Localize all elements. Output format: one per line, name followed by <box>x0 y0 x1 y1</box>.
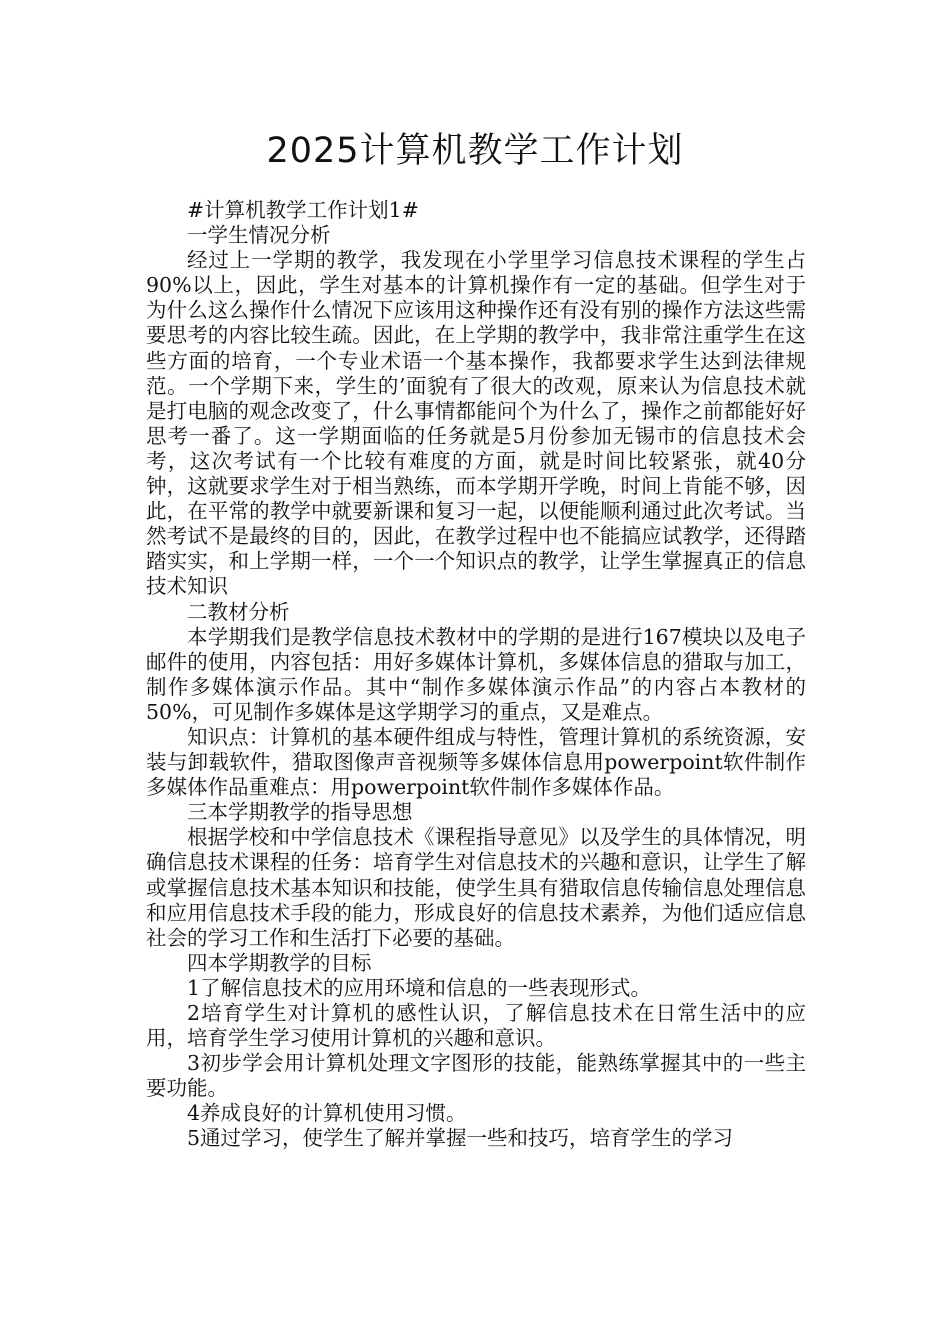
paragraph-guiding-thought: 根据学校和中学信息技术《课程指导意见》以及学生的具体情况，明确信息技术课程的任务：培育学生对信息技术的兴趣和意识，让学生了解或掌握信息技术基本知识和技能，使学生具有猎取信息传输信息处理信息和应用信息技术手段的能力，形成良好的信息技术素养，为他们适应信息社会的学习工作和生活打下必要的基础。 <box>146 825 806 950</box>
goal-item-1: 1了解信息技术的应用环境和信息的一些表现形式。 <box>187 975 652 1000</box>
goal-item-2: 2培育学生对计算机的感性认识，了解信息技术在日常生活中的应用，培育学生学习使用计算机的兴趣和意识。 <box>146 1001 806 1051</box>
goal-item-4: 4养成良好的计算机使用习惯。 <box>187 1101 467 1126</box>
goal-item-5: 5通过学习，使学生了解并掌握一些和技巧，培育学生的学习 <box>187 1126 734 1151</box>
paragraph-textbook-analysis: 本学期我们是教学信息技术教材中的学期的是进行167模块以及电子邮件的使用，内容包括：用好多媒体计算机，多媒体信息的猎取与加工，制作多媒体演示作品。其中“制作多媒体演示作品”的内容占本教材的50%，可见制作多媒体是这学期学习的重点，又是难点。 <box>146 624 806 724</box>
section-heading-2: 二教材分析 <box>187 599 290 624</box>
document-title: 2025计算机教学工作计划 <box>266 131 684 171</box>
paragraph-knowledge-points: 知识点：计算机的基本硬件组成与特性，管理计算机的系统资源，安装与卸载软件，猎取图像声音视频等多媒体信息用powerpoint软件制作多媒体作品重难点：用powerpoint软件制作多媒体作品。 <box>146 724 806 800</box>
section-heading-3: 三本学期教学的指导思想 <box>187 800 413 825</box>
document-body <box>146 198 806 1152</box>
section-heading-1: 一学生情况分析 <box>187 223 331 248</box>
section-marker: #计算机教学工作计划1# <box>187 198 419 222</box>
paragraph-student-analysis: 经过上一学期的教学，我发现在小学里学习信息技术课程的学生占90%以上，因此，学生对基本的计算机操作有一定的基础。但学生对于为什么这么操作什么情况下应该用这种操作还有没有别的操作方法这些需要思考的内容比较生疏。因此，在上学期的教学中，我非常注重学生在这些方面的培育，一个专业术语一个基本操作，我都要求学生达到法律规范。一个学期下来，学生的’面貌有了很大的改观，原来认为信息技术就是打电脑的观念改变了，什么事情都能问个为什么了，操作之前都能好好思考一番了。这一学期面临的任务就是5月份参加无锡市的信息技术会考，这次考试有一个比较有难度的方面，就是时间比较紧张，就40分钟，这就要求学生对于相当熟练，而本学期开学晚，时间上肯能不够，因此，在平常的教学中就要新课和复习一起，以便能顺利通过此次考试。当然考试不是最终的目的，因此，在教学过程中也不能搞应试教学，还得踏踏实实，和上学期一样，一个一个知识点的教学，让学生掌握真正的信息技术知识 <box>146 248 806 599</box>
goal-item-3: 3初步学会用计算机处理文字图形的技能，能熟练掌握其中的一些主要功能。 <box>146 1051 806 1101</box>
section-heading-4: 四本学期教学的目标 <box>187 950 372 975</box>
